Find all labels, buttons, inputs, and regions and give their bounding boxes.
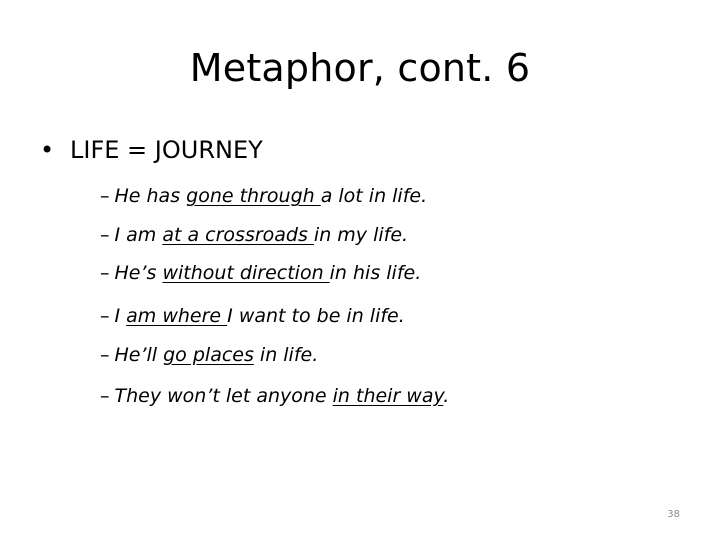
sub-marker: – bbox=[100, 224, 110, 246]
sub-item-after: in life. bbox=[253, 344, 319, 366]
sub-item-after: in his life. bbox=[329, 262, 422, 284]
sub-marker: – bbox=[100, 305, 110, 327]
sub-item-crossroads bbox=[100, 224, 408, 246]
bullet-marker: • bbox=[40, 136, 55, 164]
sub-marker: – bbox=[100, 185, 110, 207]
sub-item-after: in my life. bbox=[313, 224, 409, 246]
sub-item-after: I want to be in life. bbox=[227, 305, 405, 327]
sub-item-after: . bbox=[443, 385, 450, 407]
sub-item-before: He has bbox=[114, 185, 187, 207]
bullet-text: LIFE = JOURNEY bbox=[70, 136, 263, 164]
page-number: 38 bbox=[667, 509, 680, 520]
sub-item-without-direction bbox=[100, 262, 421, 284]
sub-item-after: a lot in life. bbox=[320, 185, 428, 207]
sub-item-before: He’s bbox=[114, 262, 163, 284]
sub-item-am-where bbox=[100, 305, 405, 327]
sub-item-gone-through bbox=[100, 185, 427, 207]
sub-marker: – bbox=[100, 262, 110, 284]
sub-item-before: I am bbox=[114, 224, 163, 246]
sub-item-before: They won’t let anyone bbox=[114, 385, 333, 407]
sub-item-underlined: gone through bbox=[186, 185, 321, 207]
sub-item-before: He’ll bbox=[114, 344, 164, 366]
sub-marker: – bbox=[100, 385, 110, 407]
sub-item-underlined: at a crossroads bbox=[162, 224, 314, 246]
sub-item-underlined: am where bbox=[126, 305, 228, 327]
sub-item-underlined: in their way bbox=[332, 385, 444, 407]
sub-item-before: I bbox=[114, 305, 127, 327]
sub-item-underlined: go places bbox=[163, 344, 254, 366]
sub-item-go-places bbox=[100, 344, 318, 366]
bullet-item-life-journey bbox=[40, 136, 263, 164]
sub-item-underlined: without direction bbox=[162, 262, 330, 284]
sub-item-in-their-way bbox=[100, 385, 449, 407]
slide-title: Metaphor, cont. 6 bbox=[189, 46, 531, 90]
sub-marker: – bbox=[100, 344, 110, 366]
